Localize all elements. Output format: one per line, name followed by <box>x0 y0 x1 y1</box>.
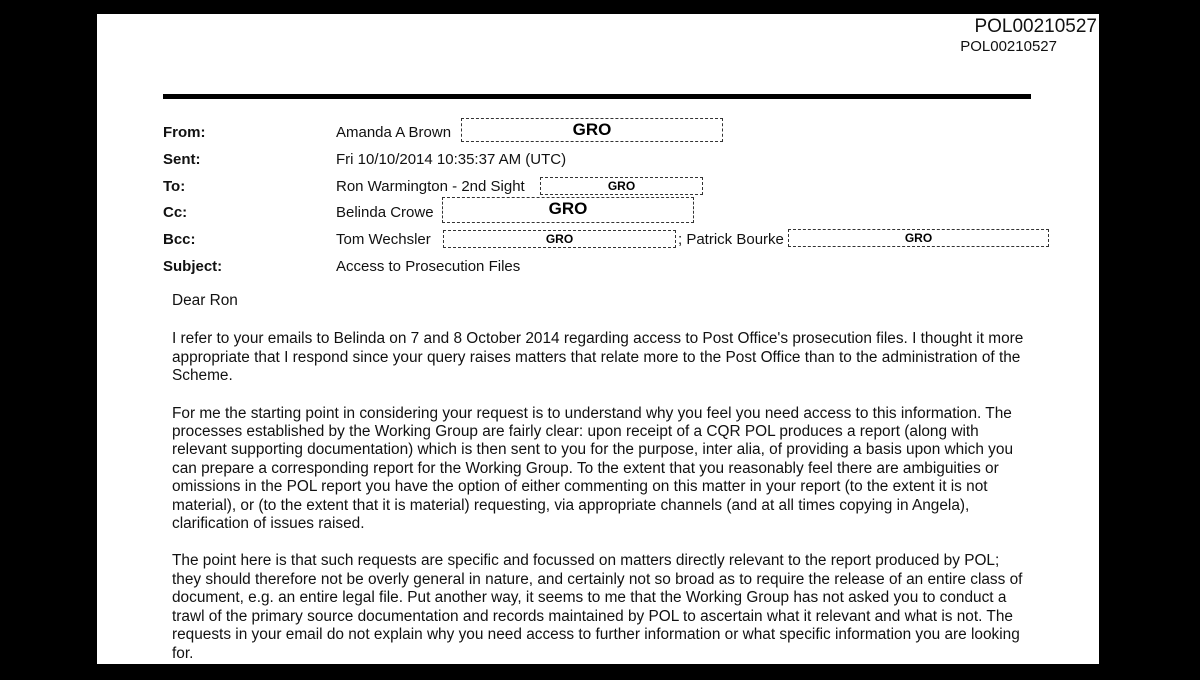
subject-label: Subject: <box>163 258 223 275</box>
document-page <box>97 14 1099 664</box>
subject-value: Access to Prosecution Files <box>336 258 521 275</box>
to-label: To: <box>163 178 186 195</box>
header-divider <box>163 94 1031 99</box>
bcc-value-1: Tom Wechsler <box>336 231 431 248</box>
body-paragraph: For me the starting point in considering your request is to understand why you feel you need access to this information. The processes established by the Working Group are fairly clear: upon receipt of a CQR POL produces a report (along with relevant supporting documentation) which is then sent to you for the purpose, inter alia, of providing a basis upon which you can prepare a corresponding report for the Working Group. To the extent that you reasonably feel there are ambiguities or omissions in the POL report you have the option of either commenting on this matter in your report (to the extent it is not material), or (to the extent that it is material) requesting, via appropriate channels (and at all times copying in Angela), clarification of issues raised. <box>172 404 1013 533</box>
redaction-box-from: GRO <box>461 118 723 142</box>
cc-value: Belinda Crowe <box>336 204 434 221</box>
redaction-box-bcc-1: GRO <box>443 230 676 248</box>
bcc-label: Bcc: <box>163 231 196 248</box>
from-label: From: <box>163 124 206 141</box>
email-body <box>172 292 1027 664</box>
document-id-secondary: POL00210527 <box>960 38 1057 55</box>
greeting: Dear Ron <box>172 292 238 309</box>
body-paragraph: The point here is that such requests are specific and focussed on matters directly relevant to the report produced by POL; they should therefore not be overly general in nature, and certainly not so broad as to require the release of an entire class of document, e.g. an entire legal file. Put another way, it seems to me that the Working Group has not asked you to conduct a trawl of the primary source documentation and records maintained by POL to ascertain what it relevant and what is not. The requests in your email do not explain why you need access to further information or what specific information you are looking for. <box>172 552 1023 662</box>
bcc-value-2: ; Patrick Bourke <box>678 231 784 248</box>
redaction-box-cc: GRO <box>442 197 694 223</box>
redaction-box-to: GRO <box>540 177 703 195</box>
redaction-box-bcc-2: GRO <box>788 229 1049 247</box>
to-value: Ron Warmington - 2nd Sight <box>336 178 525 195</box>
document-id: POL00210527 <box>974 16 1097 37</box>
from-value: Amanda A Brown <box>336 124 452 141</box>
sent-label: Sent: <box>163 151 201 168</box>
cc-label: Cc: <box>163 204 188 221</box>
sent-value: Fri 10/10/2014 10:35:37 AM (UTC) <box>336 151 567 168</box>
body-paragraph: I refer to your emails to Belinda on 7 and 8 October 2014 regarding access to Post Office's prosecution files. I thought it more appropriate that I respond since your query raises matters that relate more to the Post Office than to the administration of the Scheme. <box>172 330 1024 385</box>
